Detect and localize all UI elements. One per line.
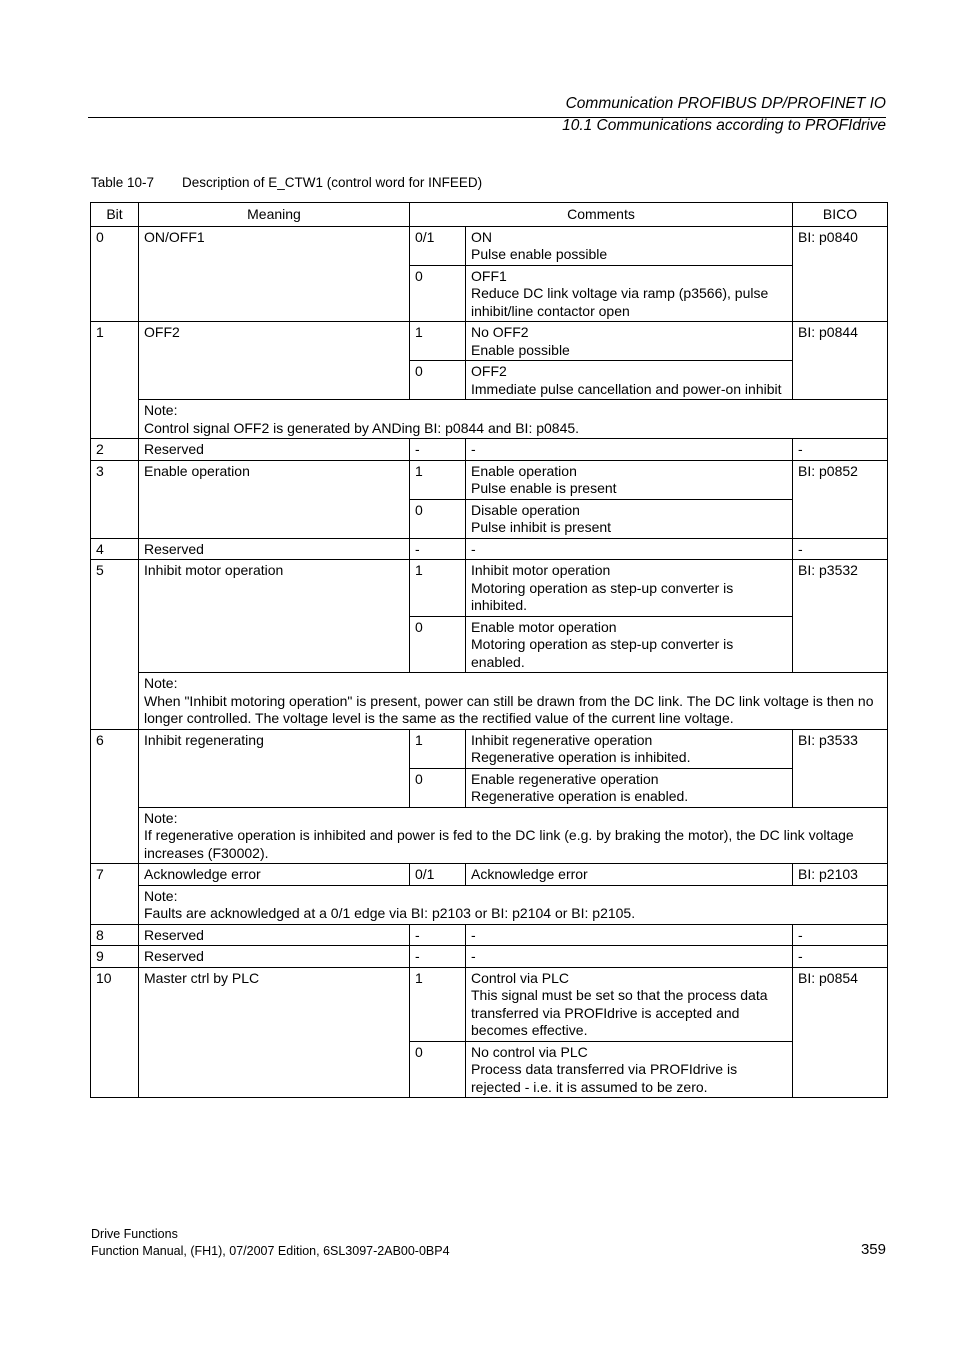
value-cell: 0/1: [410, 226, 466, 265]
running-header-chapter: Communication PROFIBUS DP/PROFINET IO: [565, 95, 886, 112]
meaning-cell: Master ctrl by PLC: [139, 967, 410, 1098]
note-row: [91, 885, 888, 924]
comment-title: Enable motor operation: [471, 618, 617, 635]
bico-cell: -: [793, 924, 888, 946]
page-number: 359: [860, 1241, 886, 1258]
value-cell: 0: [410, 361, 466, 400]
comment-cell: [466, 729, 793, 768]
meaning-cell: Reserved: [139, 946, 410, 968]
comment-cell: -: [466, 924, 793, 946]
comment-title: Control via PLC: [471, 969, 570, 986]
bico-cell: BI: p3533: [793, 729, 888, 807]
note-text: Control signal OFF2 is generated by ANDing BI: p0844 and BI: p0845.: [144, 419, 580, 436]
bico-cell: BI: p0840: [793, 226, 888, 322]
bit-cell: 4: [91, 538, 139, 560]
table-row: [91, 729, 888, 768]
bit-cell: 7: [91, 864, 139, 925]
bico-cell: -: [793, 538, 888, 560]
table-row: [91, 226, 888, 265]
value-cell: 0: [410, 1041, 466, 1098]
table-number: Table 10-7: [91, 175, 155, 190]
bico-cell: -: [793, 946, 888, 968]
comment-detail: Pulse enable is present: [471, 480, 617, 496]
value-cell: 1: [410, 729, 466, 768]
comment-title: OFF2: [471, 363, 507, 379]
value-cell: 1: [410, 460, 466, 499]
table-row: [91, 538, 888, 560]
note-title: Note:: [144, 809, 178, 826]
bit-cell: 6: [91, 729, 139, 864]
meaning-cell: Reserved: [139, 924, 410, 946]
control-word-table: [90, 202, 888, 1098]
table-row: [91, 560, 888, 617]
comment-cell: [466, 226, 793, 265]
comment-title: Enable operation: [471, 462, 577, 479]
note-row: [91, 807, 888, 864]
note-title: Note:: [144, 402, 178, 418]
value-cell: 1: [410, 322, 466, 361]
comment-detail: This signal must be set so that the process data transferred via PROFIdrive is accepted and becomes effective.: [471, 987, 768, 1038]
meaning-cell: OFF2: [139, 322, 410, 400]
table-row: [91, 967, 888, 1041]
note-text: Faults are acknowledged at a 0/1 edge via BI: p2103 or BI: p2104 or BI: p2105.: [144, 905, 636, 921]
table-header-row: [91, 203, 888, 227]
bit-cell: 1: [91, 322, 139, 439]
note-title: Note:: [144, 675, 178, 691]
note-cell: [139, 673, 888, 730]
meaning-cell: Inhibit regenerating: [139, 729, 410, 807]
value-cell: 0/1: [410, 864, 466, 886]
table-row: [91, 924, 888, 946]
table-caption: [91, 175, 482, 190]
bico-cell: BI: p0854: [793, 967, 888, 1098]
col-header-bico: BICO: [793, 203, 888, 227]
comment-cell: [466, 460, 793, 499]
table-row: [91, 460, 888, 499]
col-header-bit: Bit: [91, 203, 139, 227]
comment-detail: Regenerative operation is inhibited.: [471, 749, 691, 765]
meaning-cell: Enable operation: [139, 460, 410, 538]
comment-title: Enable regenerative operation: [471, 770, 659, 787]
comment-cell: [466, 499, 793, 538]
value-cell: -: [410, 439, 466, 461]
note-cell: [139, 885, 888, 924]
footer-edition: Function Manual, (FH1), 07/2007 Edition, 6SL3097-2AB00-0BP4: [91, 1244, 450, 1258]
bit-cell: 9: [91, 946, 139, 968]
comment-cell: Acknowledge error: [466, 864, 793, 886]
comment-detail: Motoring operation as step-up converter is inhibited.: [471, 579, 734, 613]
note-cell: [139, 400, 888, 439]
col-header-meaning: Meaning: [139, 203, 410, 227]
comment-detail: Regenerative operation is enabled.: [471, 788, 689, 804]
note-text: When "Inhibit motoring operation" is present, power can still be drawn from the DC link. The DC link voltage is then no longer controlled. The voltage level is the same as the rectified value of the current line voltage.: [144, 692, 874, 726]
comment-detail: Enable possible: [471, 341, 570, 358]
value-cell: -: [410, 538, 466, 560]
comment-cell: [466, 1041, 793, 1098]
comment-cell: -: [466, 946, 793, 968]
note-row: [91, 673, 888, 730]
comment-title: Inhibit regenerative operation: [471, 731, 653, 748]
table-row: [91, 864, 888, 886]
comment-cell: [466, 322, 793, 361]
value-cell: 0: [410, 499, 466, 538]
value-cell: 0: [410, 768, 466, 807]
comment-title: OFF1: [471, 267, 507, 284]
note-row: [91, 400, 888, 439]
comment-cell: [466, 616, 793, 673]
bico-cell: BI: p2103: [793, 864, 888, 886]
comment-title: ON: [471, 228, 492, 245]
comment-cell: [466, 560, 793, 617]
table-row: [91, 322, 888, 361]
col-header-comments: Comments: [410, 203, 793, 227]
comment-detail: Pulse inhibit is present: [471, 519, 612, 535]
bico-cell: -: [793, 439, 888, 461]
bit-cell: 10: [91, 967, 139, 1098]
footer-title: Drive Functions: [91, 1227, 178, 1241]
bit-cell: 8: [91, 924, 139, 946]
bico-cell: BI: p0852: [793, 460, 888, 538]
value-cell: -: [410, 924, 466, 946]
comment-cell: -: [466, 439, 793, 461]
bit-cell: 3: [91, 460, 139, 538]
comment-detail: Process data transferred via PROFIdrive is rejected - i.e. it is assumed to be zero.: [471, 1061, 738, 1095]
comment-detail: Reduce DC link voltage via ramp (p3566), pulse inhibit/line contactor open: [471, 285, 769, 319]
comment-title: No OFF2: [471, 324, 529, 340]
value-cell: -: [410, 946, 466, 968]
value-cell: 1: [410, 560, 466, 617]
comment-title: Inhibit motor operation: [471, 562, 611, 578]
bico-cell: BI: p0844: [793, 322, 888, 400]
bit-cell: 0: [91, 226, 139, 322]
comment-cell: [466, 265, 793, 322]
value-cell: 1: [410, 967, 466, 1041]
note-cell: [139, 807, 888, 864]
note-text: If regenerative operation is inhibited and power is fed to the DC link (e.g. by braking the motor), the DC link voltage increases (F30002).: [144, 827, 854, 861]
meaning-cell: Acknowledge error: [139, 864, 410, 886]
comment-title: Disable operation: [471, 501, 580, 518]
meaning-cell: Inhibit motor operation: [139, 560, 410, 673]
comment-detail: Motoring operation as step-up converter is enabled.: [471, 636, 734, 670]
running-header-section: 10.1 Communications according to PROFIdrive: [562, 117, 886, 134]
table-row: [91, 946, 888, 968]
meaning-cell: Reserved: [139, 439, 410, 461]
bit-cell: 2: [91, 439, 139, 461]
comment-cell: -: [466, 538, 793, 560]
meaning-cell: Reserved: [139, 538, 410, 560]
note-title: Note:: [144, 887, 178, 904]
comment-cell: [466, 768, 793, 807]
table-title: Description of E_CTW1 (control word for INFEED): [182, 175, 483, 190]
value-cell: 0: [410, 265, 466, 322]
meaning-cell: ON/OFF1: [139, 226, 410, 322]
comment-cell: [466, 967, 793, 1041]
comment-detail: Immediate pulse cancellation and power-on inhibit: [471, 380, 782, 397]
value-cell: 0: [410, 616, 466, 673]
comment-detail: Pulse enable possible: [471, 246, 608, 262]
bico-cell: BI: p3532: [793, 560, 888, 673]
bit-cell: 5: [91, 560, 139, 730]
comment-cell: [466, 361, 793, 400]
table-row: [91, 439, 888, 461]
comment-title: No control via PLC: [471, 1043, 588, 1060]
